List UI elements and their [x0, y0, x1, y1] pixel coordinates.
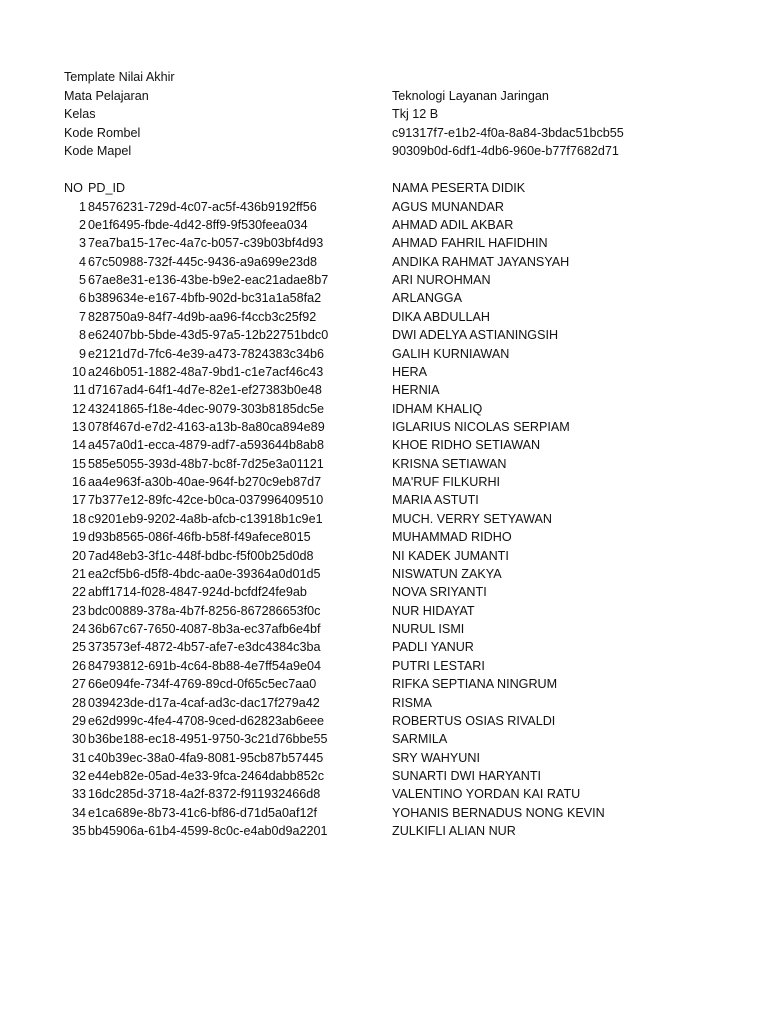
row-pd-id: 078f467d-e7d2-4163-a13b-8a80ca894e89 [88, 419, 325, 434]
table-row [0, 491, 768, 509]
row-student-name: NUR HIDAYAT [392, 603, 475, 618]
row-pd-id: b389634e-e167-4bfb-902d-bc31a1a58fa2 [88, 291, 322, 306]
meta-value-class: Tkj 12 B [392, 107, 439, 121]
row-pd-id: e2121d7d-7fc6-4e39-a473-7824383c34b6 [88, 346, 324, 361]
row-student-name: IDHAM KHALIQ [392, 401, 483, 416]
table-row [0, 216, 768, 234]
meta-label-mapel-code: Kode Mapel [64, 144, 132, 158]
column-header-pd-id: PD_ID [88, 181, 126, 195]
row-student-name: AHMAD FAHRIL HAFIDHIN [392, 236, 548, 251]
row-number: 3 [78, 236, 86, 251]
table-row [0, 308, 768, 326]
row-pd-id: 43241865-f18e-4dec-9079-303b8185dc5e [88, 401, 324, 416]
row-student-name: YOHANIS BERNADUS NONG KEVIN [392, 805, 605, 820]
table-row [0, 198, 768, 216]
row-number: 7 [78, 309, 86, 324]
table-row [0, 565, 768, 583]
column-header-student-name: NAMA PESERTA DIDIK [392, 181, 526, 195]
row-number: 12 [71, 401, 86, 416]
row-student-name: NI KADEK JUMANTI [392, 548, 509, 563]
meta-label-subject: Mata Pelajaran [64, 89, 149, 103]
row-pd-id: a246b051-1882-48a7-9bd1-c1e7acf46c43 [88, 364, 324, 379]
table-row [0, 234, 768, 252]
row-pd-id: bdc00889-378a-4b7f-8256-867286653f0c [88, 603, 321, 618]
table-row [0, 620, 768, 638]
table-row [0, 271, 768, 289]
row-number: 23 [71, 603, 86, 618]
row-student-name: NOVA SRIYANTI [392, 585, 487, 600]
table-row [0, 326, 768, 344]
row-pd-id: e62407bb-5bde-43d5-97a5-12b22751bdc0 [88, 328, 329, 343]
row-number: 2 [78, 217, 86, 232]
meta-label-class: Kelas [64, 107, 96, 121]
row-pd-id: 7ad48eb3-3f1c-448f-bdbc-f5f00b25d0d8 [88, 548, 314, 563]
row-student-name: ZULKIFLI ALIAN NUR [392, 824, 516, 839]
row-number: 9 [78, 346, 86, 361]
row-student-name: ARI NUROHMAN [392, 273, 491, 287]
row-number: 13 [71, 419, 86, 434]
table-row [0, 363, 768, 381]
row-number: 4 [78, 254, 86, 269]
table-row [0, 804, 768, 822]
row-pd-id: 585e5055-393d-48b7-bc8f-7d25e3a01121 [88, 456, 324, 471]
row-number: 6 [78, 291, 86, 306]
meta-row-rombel-code [0, 124, 768, 142]
row-pd-id: 373573ef-4872-4b57-afe7-e3dc4384c3ba [88, 640, 321, 655]
row-student-name: VALENTINO YORDAN KAI RATU [392, 787, 581, 802]
row-pd-id: ea2cf5b6-d5f8-4bdc-aa0e-39364a0d01d5 [88, 566, 321, 581]
row-number: 17 [71, 493, 86, 508]
row-pd-id: b36be188-ec18-4951-9750-3c21d76bbe55 [88, 732, 328, 747]
row-pd-id: c9201eb9-9202-4a8b-afcb-c13918b1c9e1 [88, 511, 323, 526]
row-student-name: SRY WAHYUNI [392, 750, 480, 765]
table-row [0, 289, 768, 307]
row-pd-id: d7167ad4-64f1-4d7e-82e1-ef27383b0e48 [88, 383, 322, 398]
row-number: 27 [71, 677, 86, 692]
table-row [0, 638, 768, 656]
row-number: 22 [71, 585, 86, 600]
row-pd-id: abff1714-f028-4847-924d-bcfdf24fe9ab [88, 585, 307, 600]
row-student-name: SUNARTI DWI HARYANTI [392, 769, 542, 783]
row-student-name: HERA [392, 364, 427, 379]
row-number: 32 [71, 769, 86, 783]
table-row [0, 730, 768, 748]
row-pd-id: 828750a9-84f7-4d9b-aa96-f4ccb3c25f92 [88, 309, 317, 324]
row-student-name: ANDIKA RAHMAT JAYANSYAH [392, 254, 570, 269]
table-row [0, 675, 768, 693]
row-number: 14 [71, 438, 86, 453]
meta-label-rombel-code: Kode Rombel [64, 126, 141, 140]
row-number: 16 [71, 475, 86, 490]
row-number: 33 [71, 787, 86, 802]
table-row [0, 602, 768, 620]
row-number: 31 [71, 750, 86, 765]
meta-value-mapel-code: 90309b0d-6df1-4db6-960e-b77f7682d71 [392, 144, 619, 158]
table-row [0, 400, 768, 418]
table-row [0, 436, 768, 454]
row-pd-id: d93b8565-086f-46fb-b58f-f49afece8015 [88, 530, 311, 545]
row-student-name: SARMILA [392, 732, 448, 747]
row-student-name: MA'RUF FILKURHI [392, 475, 501, 490]
row-number: 29 [71, 713, 86, 728]
row-pd-id: e44eb82e-05ad-4e33-9fca-2464dabb852c [88, 769, 324, 783]
table-row [0, 547, 768, 565]
row-student-name: RISMA [392, 695, 432, 710]
table-row [0, 510, 768, 528]
table-row [0, 473, 768, 491]
row-number: 11 [72, 383, 86, 398]
table-row [0, 418, 768, 436]
table-row [0, 749, 768, 767]
row-pd-id: aa4e963f-a30b-40ae-964f-b270c9eb87d7 [88, 475, 322, 490]
row-student-name: MUHAMMAD RIDHO [392, 530, 512, 545]
row-number: 8 [78, 328, 86, 343]
row-number: 20 [71, 548, 86, 563]
row-number: 18 [71, 511, 86, 526]
row-student-name: RIFKA SEPTIANA NINGRUM [392, 677, 558, 692]
row-pd-id: 67ae8e31-e136-43be-b9e2-eac21adae8b7 [88, 273, 329, 287]
row-student-name: KHOE RIDHO SETIAWAN [392, 438, 541, 453]
row-student-name: MARIA ASTUTI [392, 493, 479, 508]
row-pd-id: 0e1f6495-fbde-4d42-8ff9-9f530feea034 [88, 217, 308, 232]
table-row [0, 528, 768, 546]
row-pd-id: e1ca689e-8b73-41c6-bf86-d71d5a0af12f [88, 805, 317, 820]
row-number: 24 [71, 622, 86, 636]
table-row [0, 455, 768, 473]
table-header-row [0, 179, 768, 197]
row-pd-id: 66e094fe-734f-4769-89cd-0f65c5ec7aa0 [88, 677, 317, 692]
row-number: 30 [71, 732, 86, 747]
row-student-name: PUTRI LESTARI [392, 658, 485, 673]
table-row [0, 657, 768, 675]
row-pd-id: 7ea7ba15-17ec-4a7c-b057-c39b03bf4d93 [88, 236, 324, 251]
row-pd-id: 36b67c67-7650-4087-8b3a-ec37afb6e4bf [88, 622, 321, 636]
row-student-name: DIKA ABDULLAH [392, 309, 490, 324]
table-row [0, 822, 768, 840]
row-pd-id: c40b39ec-38a0-4fa9-8081-95cb87b57445 [88, 750, 324, 765]
table-row [0, 785, 768, 803]
row-pd-id: 84793812-691b-4c64-8b88-4e7ff54a9e04 [88, 658, 321, 673]
row-number: 26 [71, 658, 86, 673]
row-pd-id: 84576231-729d-4c07-ac5f-436b9192ff56 [88, 199, 317, 214]
meta-value-rombel-code: c91317f7-e1b2-4f0a-8a84-3bdac51bcb55 [392, 126, 624, 140]
table-row [0, 694, 768, 712]
table-row [0, 345, 768, 363]
row-pd-id: bb45906a-61b4-4599-8c0c-e4ab0d9a2201 [88, 824, 328, 839]
row-pd-id: a457a0d1-ecca-4879-adf7-a593644b8ab8 [88, 438, 324, 453]
row-pd-id: e62d999c-4fe4-4708-9ced-d62823ab6eee [88, 713, 324, 728]
row-pd-id: 7b377e12-89fc-42ce-b0ca-037996409510 [88, 493, 324, 508]
table-row [0, 712, 768, 730]
row-number: 10 [71, 364, 86, 379]
row-student-name: NURUL ISMI [392, 622, 465, 636]
row-number: 34 [71, 805, 86, 820]
row-student-name: NISWATUN ZAKYA [392, 566, 502, 581]
row-pd-id: 67c50988-732f-445c-9436-a9a699e23d8 [88, 254, 317, 269]
row-pd-id: 16dc285d-3718-4a2f-8372-f911932466d8 [88, 787, 321, 802]
row-number: 25 [71, 640, 86, 655]
table-row [0, 583, 768, 601]
row-student-name: ARLANGGA [392, 291, 462, 306]
row-number: 15 [71, 456, 86, 471]
row-number: 1 [78, 199, 86, 214]
row-student-name: ROBERTUS OSIAS RIVALDI [392, 713, 556, 728]
row-pd-id: 039423de-d17a-4caf-ad3c-dac17f279a42 [88, 695, 320, 710]
table-row [0, 381, 768, 399]
column-header-no: NO [64, 181, 83, 195]
row-student-name: PADLI YANUR [392, 640, 474, 655]
row-student-name: HERNIA [392, 383, 440, 398]
meta-row-subject [0, 87, 768, 105]
row-student-name: KRISNA SETIAWAN [392, 456, 507, 471]
row-student-name: MUCH. VERRY SETYAWAN [392, 511, 553, 526]
meta-row-class [0, 105, 768, 123]
template-title-row [0, 68, 768, 86]
row-student-name: AHMAD ADIL AKBAR [392, 217, 514, 232]
row-student-name: IGLARIUS NICOLAS SERPIAM [392, 419, 570, 434]
meta-row-mapel-code [0, 142, 768, 160]
template-title: Template Nilai Akhir [64, 70, 175, 84]
row-number: 35 [71, 824, 86, 839]
row-number: 5 [78, 273, 86, 287]
table-row [0, 767, 768, 785]
row-number: 21 [71, 566, 86, 581]
meta-value-subject: Teknologi Layanan Jaringan [392, 89, 549, 103]
row-student-name: DWI ADELYA ASTIANINGSIH [392, 328, 559, 343]
row-number: 28 [71, 695, 86, 710]
table-row [0, 253, 768, 271]
row-number: 19 [71, 530, 86, 545]
row-student-name: AGUS MUNANDAR [392, 199, 504, 214]
row-student-name: GALIH KURNIAWAN [392, 346, 510, 361]
